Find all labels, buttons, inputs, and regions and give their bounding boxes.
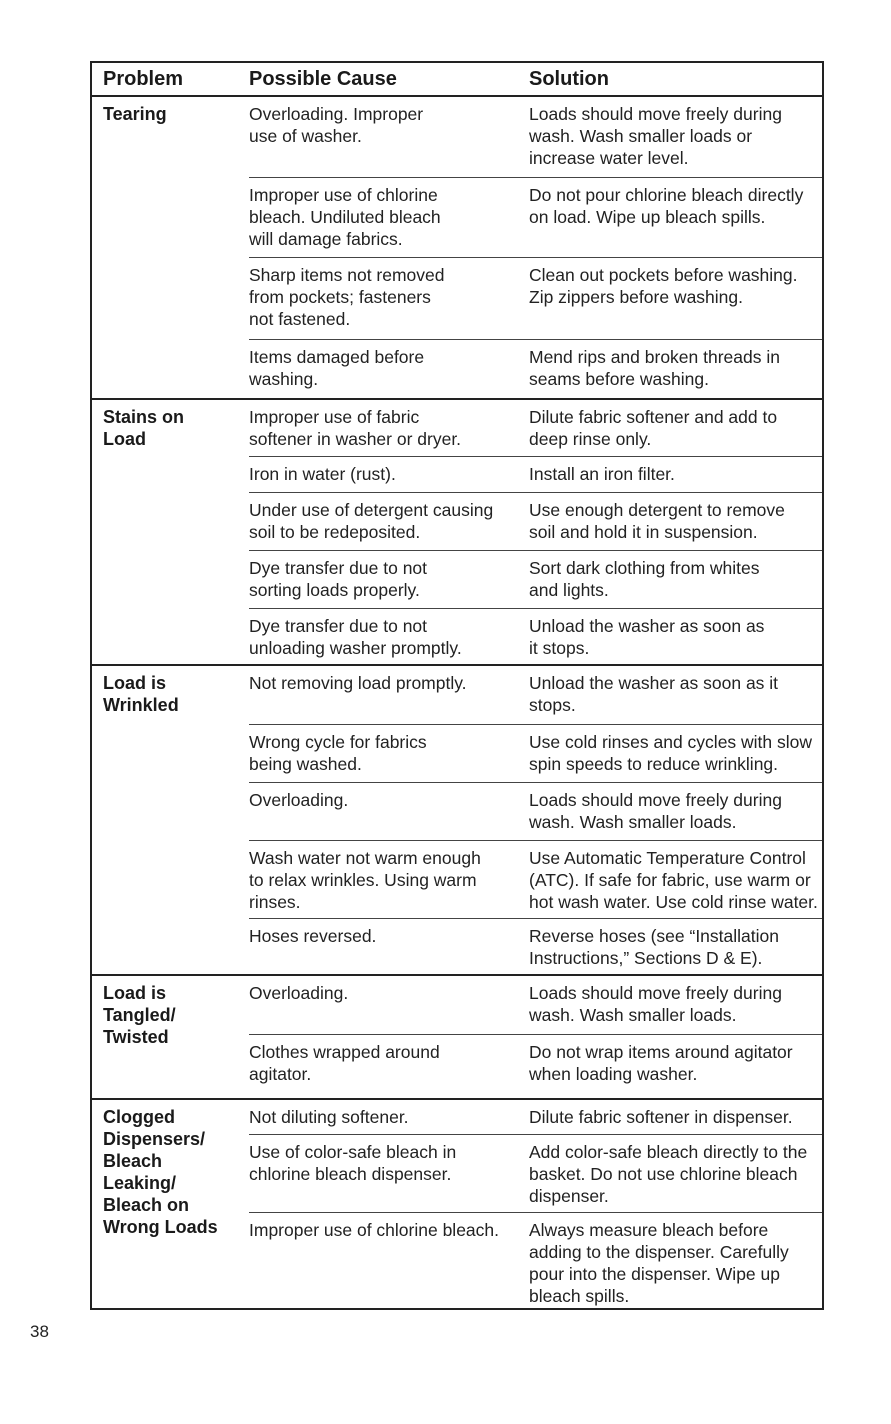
table-row [249,1134,822,1206]
table-row [249,456,822,484]
problem-group-wrinkled [92,664,822,974]
solution-text: Use enough detergent to remove soil and hold it in suspension. [529,500,785,542]
cause-text: Improper use of chlorine bleach. Undiluted bleach will damage fabrics. [249,185,441,249]
solution-text: Loads should move freely during wash. Wash smaller loads. [529,983,782,1025]
table-row [249,1212,822,1306]
cause-text: Improper use of fabric softener in washer or dryer. [249,407,462,449]
problem-label: Clogged Dispensers/ Bleach Leaking/ Bleach on Wrong Loads [103,1107,218,1237]
cause-text: Under use of detergent causing soil to be redeposited. [249,500,494,542]
cause-text: Items damaged before washing. [249,347,425,389]
cause-text: Not diluting softener. [249,1107,409,1127]
solution-text: Dilute fabric softener and add to deep rinse only. [529,407,778,449]
solution-text: Unload the washer as soon as it stops. [529,673,779,715]
table-row [249,257,822,329]
page-number: 38 [30,1322,49,1341]
cause-text: Improper use of chlorine bleach. [249,1220,499,1240]
problem-label: Load is Tangled/ Twisted [103,983,176,1047]
cause-text: Overloading. Improper use of washer. [249,104,424,146]
solution-text: Sort dark clothing from whites and lights. [529,558,760,600]
header-cause: Possible Cause [249,68,397,90]
cause-text: Clothes wrapped around agitator. [249,1042,440,1084]
solution-text: Loads should move freely during wash. Wash smaller loads. [529,790,782,832]
problem-label: Stains on Load [103,407,185,449]
problem-label: Tearing [103,104,167,124]
problem-label: Load is Wrinkled [103,673,179,715]
table-header [92,63,822,97]
cause-text: Hoses reversed. [249,926,377,946]
cause-text: Dye transfer due to not sorting loads properly. [249,558,428,600]
solution-text: Always measure bleach before adding to the dispenser. Carefully pour into the dispenser. Wipe up bleach spills. [529,1220,789,1306]
cause-text: Overloading. [249,790,349,810]
header-problem: Problem [103,68,184,90]
cause-text: Dye transfer due to not unloading washer promptly. [249,616,462,658]
table-row [249,339,822,389]
cause-text: Wrong cycle for fabrics being washed. [249,732,427,774]
table-row [249,1034,822,1084]
solution-text: Do not wrap items around agitator when loading washer. [529,1042,793,1084]
table-row [249,177,822,249]
table-row [249,724,822,774]
cause-text: Not removing load promptly. [249,673,467,693]
table-row [249,492,822,542]
solution-text: Loads should move freely during wash. Wash smaller loads or increase water level. [529,104,782,168]
solution-text: Reverse hoses (see “Installation Instructions,” Sections D & E). [529,926,779,968]
table-row [249,550,822,600]
solution-text: Add color-safe bleach directly to the basket. Do not use chlorine bleach dispenser. [529,1142,808,1206]
header-solution: Solution [529,68,609,90]
cause-text: Overloading. [249,983,349,1003]
table-row [249,918,822,968]
problem-group-stains [92,398,822,664]
troubleshooting-table [90,61,824,1310]
solution-text: Dilute fabric softener in dispenser. [529,1107,793,1127]
problem-group-tearing [92,97,822,398]
solution-text: Clean out pockets before washing. Zip zippers before washing. [529,265,798,307]
solution-text: Do not pour chlorine bleach directly on load. Wipe up bleach spills. [529,185,804,227]
cause-text: Iron in water (rust). [249,464,396,484]
table-row [249,840,822,912]
solution-text: Unload the washer as soon as it stops. [529,616,765,658]
solution-text: Install an iron filter. [529,464,675,484]
solution-text: Use cold rinses and cycles with slow spin speeds to reduce wrinkling. [529,732,813,774]
problem-group-clogged-dispensers [92,1098,822,1312]
cause-text: Use of color-safe bleach in chlorine bleach dispenser. [249,1142,457,1184]
cause-text: Sharp items not removed from pockets; fasteners not fastened. [249,265,445,329]
table-row [249,782,822,832]
cause-text: Wash water not warm enough to relax wrinkles. Using warm rinses. [249,848,481,912]
solution-text: Mend rips and broken threads in seams before washing. [529,347,780,389]
solution-text: Use Automatic Temperature Control (ATC). If safe for fabric, use warm or hot wash water. Use cold rinse water. [529,848,818,912]
problem-group-tangled [92,974,822,1098]
table-row [249,608,822,658]
